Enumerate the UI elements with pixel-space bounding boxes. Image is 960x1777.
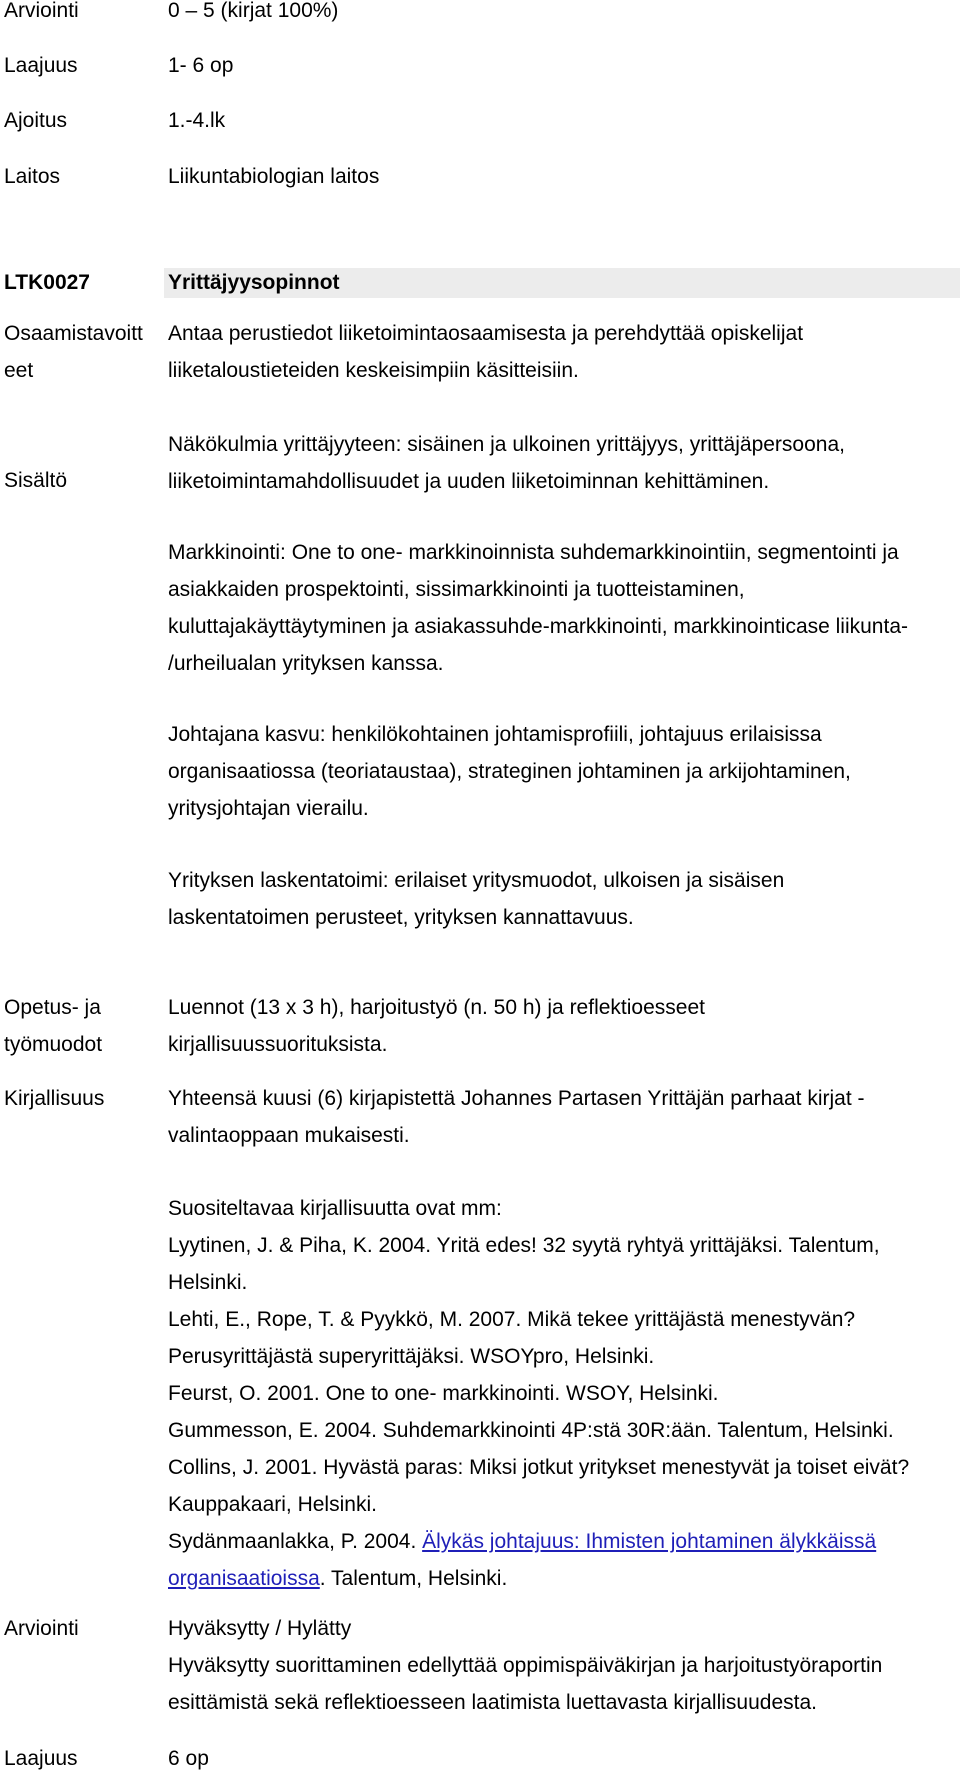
reference-line: Lehti, E., Rope, T. & Pyykkö, M. 2007. Mikä tekee yrittäjästä menestyvän?: [168, 1308, 856, 1331]
content-line: liiketoimintamahdollisuudet ja uuden liiketoiminnan kehittäminen.: [168, 470, 770, 493]
literature-line: valintaoppaan mukaisesti.: [168, 1124, 410, 1147]
reference-link[interactable]: Älykäs johtajuus: Ihmisten johtaminen älykkäissä: [422, 1530, 877, 1553]
content-line: organisaatiossa (teoriataustaa), strateginen johtaminen ja arkijohtaminen,: [168, 760, 851, 783]
row-label: Laitos: [4, 165, 61, 188]
course-title: Yrittäjyysopinnot: [168, 271, 340, 294]
reference-line: Feurst, O. 2001. One to one- markkinointi. WSOY, Helsinki.: [168, 1382, 719, 1405]
row-label: Ajoitus: [4, 109, 68, 132]
reference-line: [168, 1560, 952, 1597]
assessment-line: Hyväksytty / Hylätty: [168, 1617, 352, 1640]
reference-line: Lyytinen, J. & Piha, K. 2004. Yritä edes! 32 syytä ryhtyä yrittäjäksi. Talentum,: [168, 1234, 880, 1257]
reference-line: Collins, J. 2001. Hyvästä paras: Miksi jotkut yritykset menestyvät ja toiset eivät?: [168, 1456, 910, 1479]
row-value: [168, 862, 952, 936]
row-value: [168, 1610, 952, 1721]
row-value: [168, 534, 952, 682]
content-line: Johtajana kasvu: henkilökohtainen johtamisprofiili, johtajuus erilaisissa: [168, 723, 822, 746]
row-label: Sisältö: [4, 469, 68, 492]
row-value: [168, 1190, 952, 1597]
reference-text: . Talentum, Helsinki.: [319, 1567, 508, 1590]
row-value: [168, 1080, 952, 1154]
objectives-line: liiketaloustieteiden keskeisimpiin käsitteisiin.: [168, 359, 579, 382]
course-header: [0, 268, 960, 298]
objectives-line: Antaa perustiedot liiketoimintaosaamisesta ja perehdyttää opiskelijat: [168, 322, 804, 345]
label-line: Opetus- ja: [4, 996, 101, 1019]
row-label: Laajuus: [4, 54, 78, 77]
row-label: [4, 989, 102, 1063]
course-code: LTK0027: [4, 271, 90, 294]
row-value: [168, 315, 952, 389]
row-label: Arviointi: [4, 1617, 79, 1640]
row-value: 1- 6 op: [168, 54, 234, 77]
row-value: 0 – 5 (kirjat 100%): [168, 0, 339, 22]
content-line: yritysjohtajan vierailu.: [168, 797, 369, 820]
reference-line: [168, 1523, 952, 1560]
label-line: eet: [4, 359, 34, 382]
content-line: Näkökulmia yrittäjyyteen: sisäinen ja ulkoinen yrittäjyys, yrittäjäpersoona,: [168, 433, 845, 456]
reference-line: Gummesson, E. 2004. Suhdemarkkinointi 4P:stä 30R:ään. Talentum, Helsinki.: [168, 1419, 894, 1442]
row-label: Laajuus: [4, 1747, 78, 1770]
row-value: [168, 989, 952, 1063]
row-value: Liikuntabiologian laitos: [168, 165, 380, 188]
assessment-line: esittämistä sekä reflektioesseen laatimista luettavasta kirjallisuudesta.: [168, 1691, 817, 1714]
row-value: [168, 716, 952, 827]
literature-line: Yhteensä kuusi (6) kirjapistettä Johannes Partasen Yrittäjän parhaat kirjat -: [168, 1087, 865, 1110]
reference-line: Perusyrittäjästä superyrittäjäksi. WSOYpro, Helsinki.: [168, 1345, 655, 1368]
content-line: /urheilualan yrityksen kanssa.: [168, 652, 444, 675]
reference-line: Helsinki.: [168, 1271, 248, 1294]
row-value: 6 op: [168, 1747, 209, 1770]
reference-text: Sydänmaanlakka, P. 2004.: [168, 1530, 423, 1553]
teaching-line: kirjallisuussuorituksista.: [168, 1033, 388, 1056]
assessment-line: Hyväksytty suorittaminen edellyttää oppimispäiväkirjan ja harjoitustyöraportin: [168, 1654, 883, 1677]
label-line: Osaamistavoitt: [4, 322, 143, 345]
label-line: työmuodot: [4, 1033, 103, 1056]
content-line: asiakkaiden prospektointi, sissimarkkinointi ja tuotteistaminen,: [168, 578, 745, 601]
content-line: kuluttajakäyttäytyminen ja asiakassuhde-markkinointi, markkinointicase liikunta-: [168, 615, 908, 638]
recommended-heading: Suositeltavaa kirjallisuutta ovat mm:: [168, 1197, 502, 1220]
content-line: Markkinointi: One to one- markkinoinnista suhdemarkkinointiin, segmentointi ja: [168, 541, 899, 564]
teaching-line: Luennot (13 x 3 h), harjoitustyö (n. 50 h) ja reflektioesseet: [168, 996, 705, 1019]
reference-line: Kauppakaari, Helsinki.: [168, 1493, 377, 1516]
row-value: 1.-4.lk: [168, 109, 226, 132]
reference-link[interactable]: organisaatioissa: [168, 1567, 320, 1590]
content-line: laskentatoimen perusteet, yrityksen kannattavuus.: [168, 906, 634, 929]
row-value: [168, 426, 952, 500]
row-label: Arviointi: [4, 0, 79, 22]
content-line: Yrityksen laskentatoimi: erilaiset yritysmuodot, ulkoisen ja sisäisen: [168, 869, 785, 892]
row-label: [4, 315, 143, 389]
row-label: Kirjallisuus: [4, 1087, 105, 1110]
